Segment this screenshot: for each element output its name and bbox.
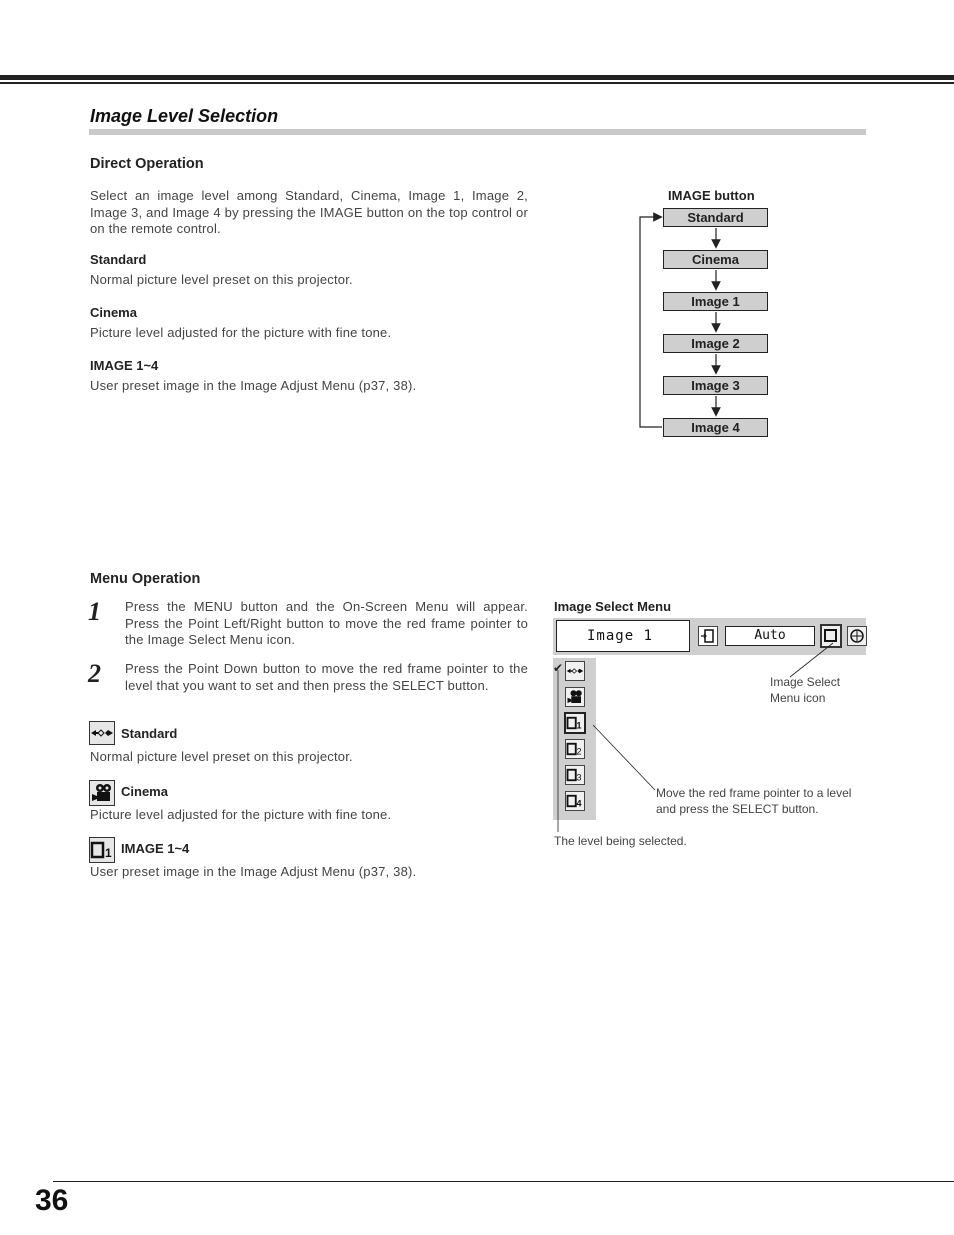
image-adjust-menu-icon[interactable] [847,626,867,646]
page-number: 36 [35,1184,69,1217]
check-mark-icon: ✔ [553,661,564,675]
menu-item-standard-desc: Normal picture level preset on this projector. [90,749,353,764]
section-title-rule [89,129,866,135]
direct-operation-intro: Select an image level among Standard, Cinema, Image 1, Image 2, Image 3, and Image 4 by pressing the IMAGE button on the top control or on the remote control. [90,188,528,236]
annotation-selected-level: The level being selected. [554,834,687,848]
menu-item-image-title: IMAGE 1~4 [121,841,190,856]
section-title: Image Level Selection [90,106,279,126]
cycle-arrows [630,200,780,440]
menu-operation-heading: Menu Operation [90,571,201,587]
level-box-image-4: Image 4 [663,418,768,437]
loop-back-arrow-icon [640,217,662,427]
current-level-display: Image 1 [556,620,690,652]
direct-item-cinema-desc: Picture level adjusted for the picture with fine tone. [90,325,392,340]
menu-item-standard-title: Standard [121,726,178,741]
level-box-image-2: Image 2 [663,334,768,353]
direct-item-image-desc: User preset image in the Image Adjust Menu (p37, 38). [90,378,417,393]
image-select-menu-label: Image Select Menu [554,599,672,614]
menu-item-cinema-desc: Picture level adjusted for the picture with fine tone. [90,807,392,822]
svg-text:2: 2 [576,746,582,757]
step-1-number: 1 [88,597,101,626]
direct-item-cinema-title: Cinema [90,305,137,320]
header-rule-thick [0,75,954,80]
footer-rule [53,1181,954,1182]
svg-text:1: 1 [105,846,112,860]
level-box-standard: Standard [663,208,768,227]
svg-text:3: 3 [576,772,582,783]
svg-text:4: 4 [576,798,582,809]
step-2-number: 2 [88,659,101,688]
image-1-icon [89,837,115,863]
header-rule-thin [0,82,954,84]
cinema-camera-icon [89,780,115,806]
direct-item-image-title: IMAGE 1~4 [90,358,159,373]
menu-item-cinema-title: Cinema [121,784,168,799]
direct-operation-heading: Direct Operation [90,156,204,172]
annotation-pointer: Move the red frame pointer to a level and press the SELECT button. [656,786,852,816]
level-box-image-1: Image 1 [663,292,768,311]
menu-item-image-desc: User preset image in the Image Adjust Menu (p37, 38). [90,864,417,879]
direct-item-standard-desc: Normal picture level preset on this projector. [90,272,353,287]
step-1-text: Press the MENU button and the On-Screen Menu will appear. Press the Point Left/Right button to move the red frame pointer to the Image Select Menu icon. [125,599,528,647]
auto-field[interactable]: Auto [725,626,815,646]
annotation-menu-icon: Image Select Menu icon [770,675,841,705]
level-box-image-3: Image 3 [663,376,768,395]
svg-text:1: 1 [576,720,582,731]
standard-level-icon [89,721,115,745]
image-button-label: IMAGE button [668,188,755,203]
step-2-text: Press the Point Down button to move the red frame pointer to the level that you want to set and then press the SELECT button. [125,661,528,693]
direct-item-standard-title: Standard [90,252,147,267]
level-box-cinema: Cinema [663,250,768,269]
